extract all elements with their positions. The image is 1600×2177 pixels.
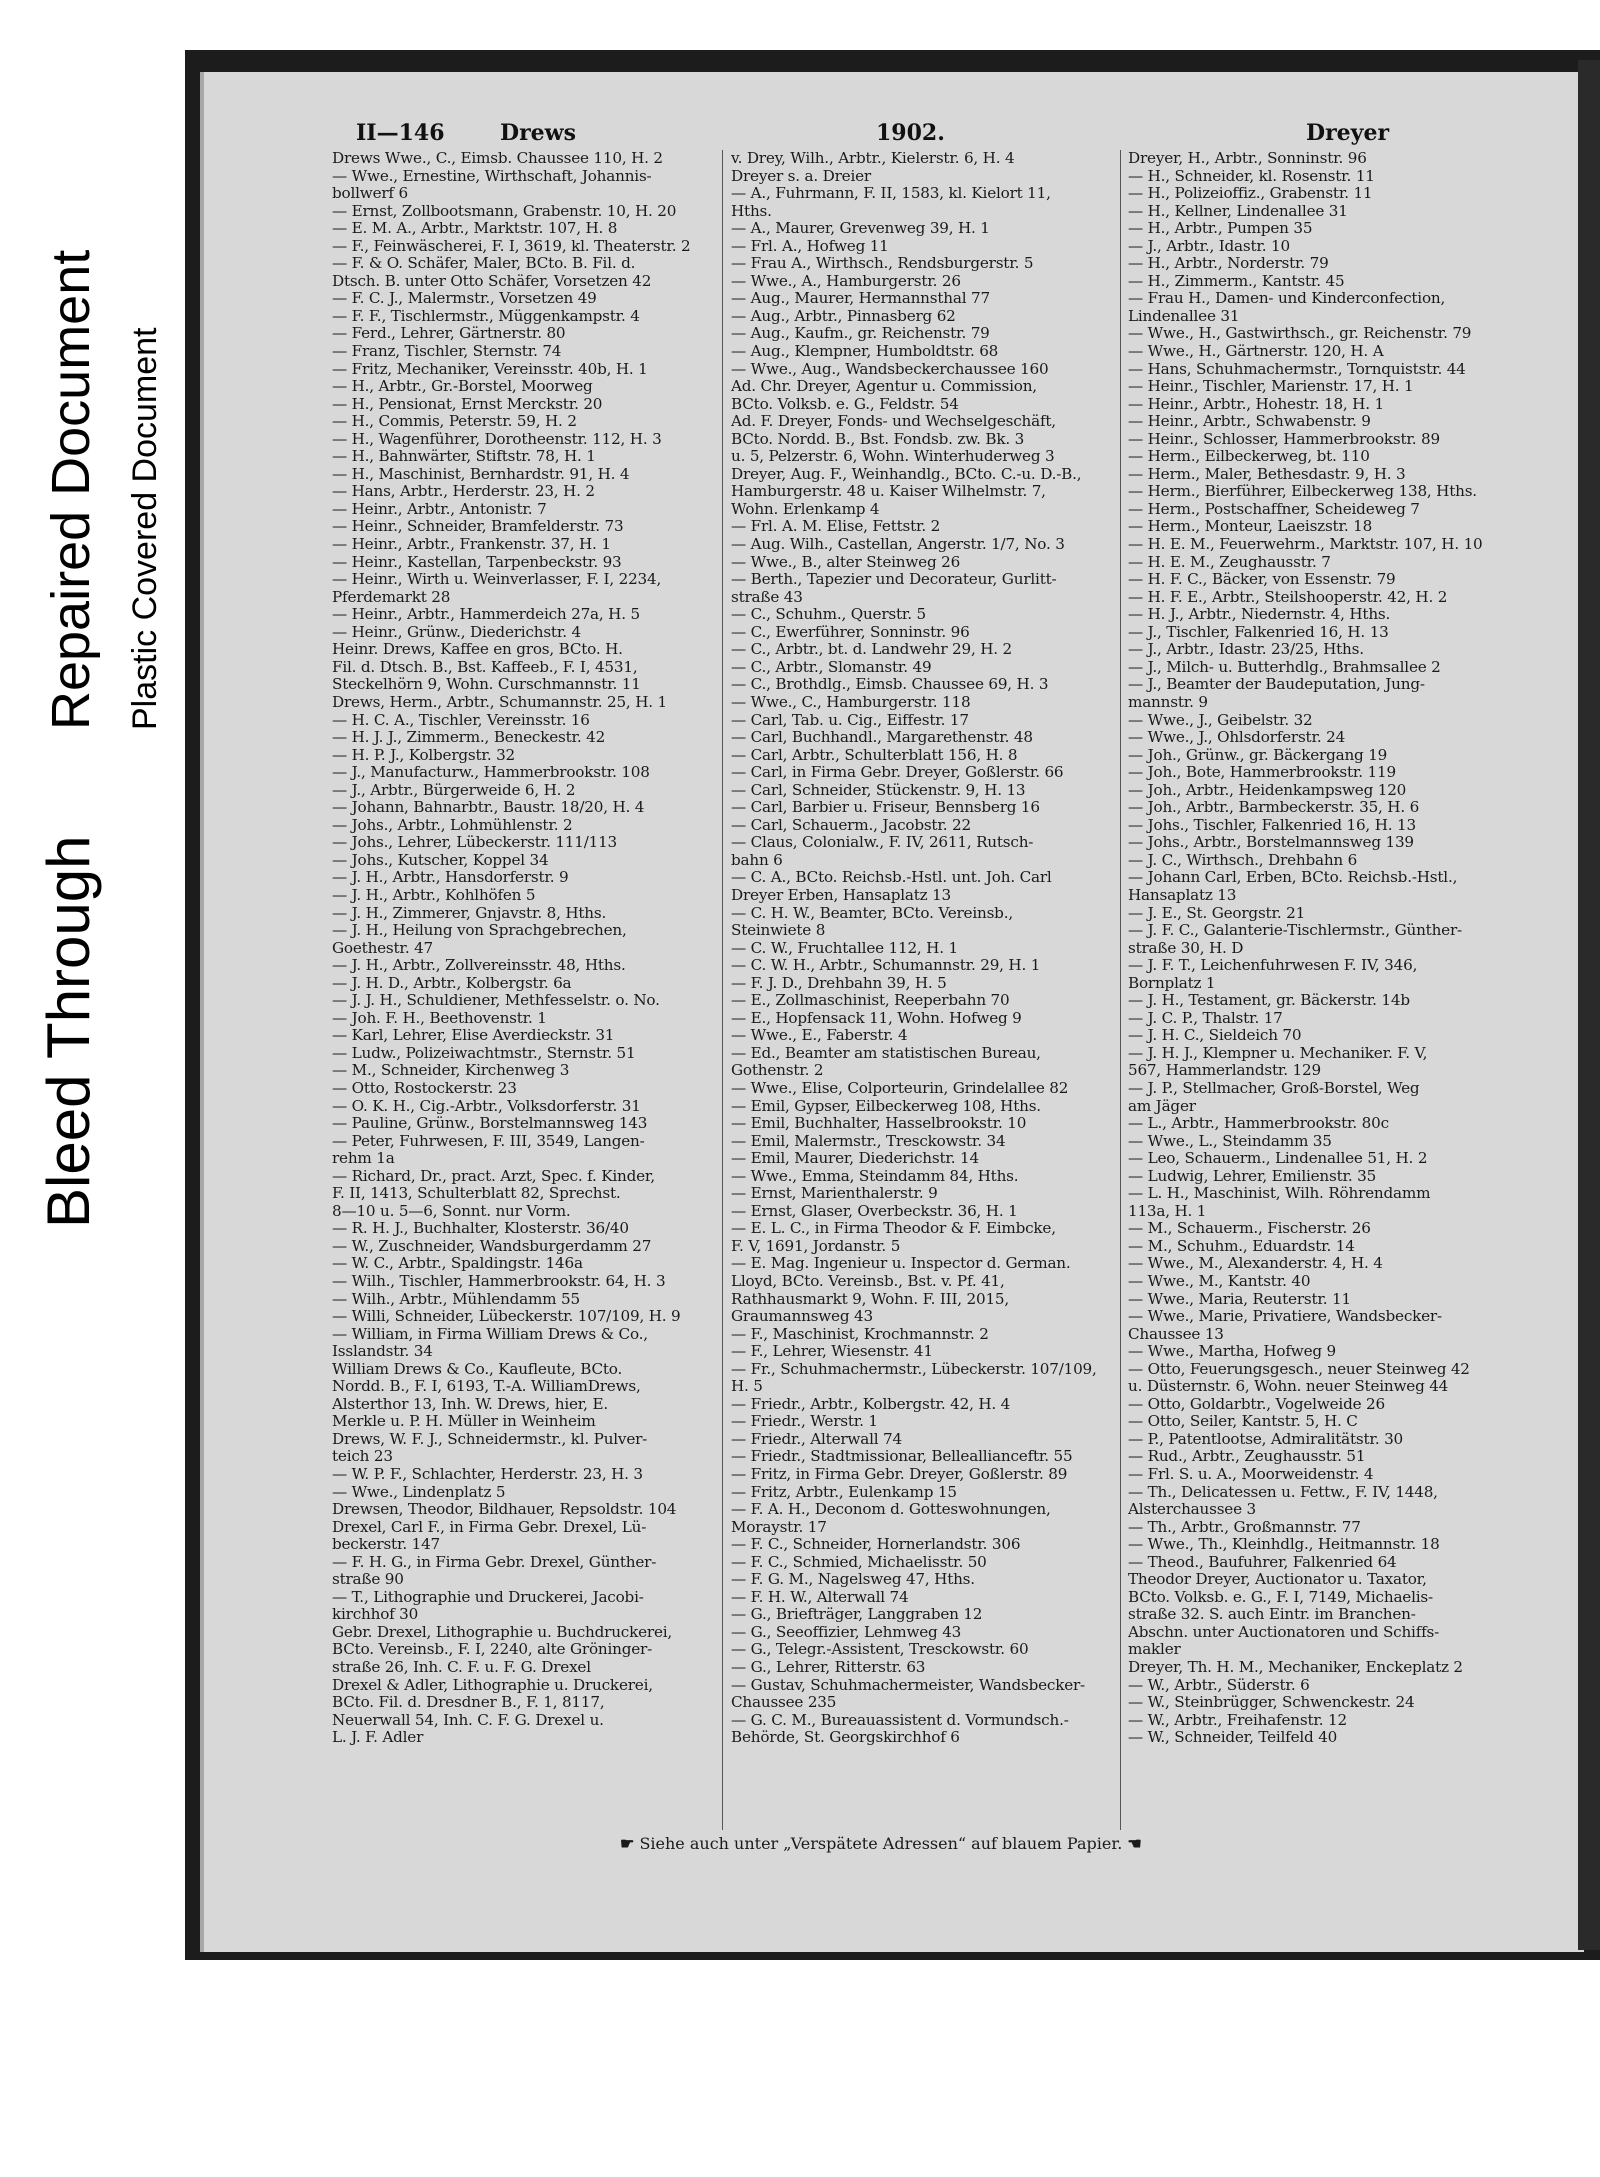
- directory-entry-line: straße 32. S. auch Eintr. im Branchen-: [1128, 1606, 1416, 1624]
- directory-entry-line: — Johs., Arbtr., Borstelmannsweg 139: [1128, 834, 1414, 852]
- directory-entry-line: — W., Arbtr., Freihafenstr. 12: [1128, 1711, 1347, 1729]
- header-year: 1902.: [876, 120, 945, 146]
- directory-entry-line: — Otto, Seiler, Kantstr. 5, H. C: [1128, 1413, 1358, 1431]
- directory-entry-line: — Carl, Tab. u. Cig., Eiffestr. 17: [731, 711, 969, 729]
- directory-entry-line: — H., Pensionat, Ernst Merckstr. 20: [332, 395, 603, 413]
- directory-entry-line: — J. H., Heilung von Sprachgebrechen,: [332, 922, 627, 940]
- directory-entry-line: — J. H., Arbtr., Zollvereinsstr. 48, Hths.: [332, 957, 626, 975]
- directory-entry-line: 567, Hammerlandstr. 129: [1128, 1062, 1321, 1080]
- directory-entry-line: Dreyer, H., Arbtr., Sonninstr. 96: [1128, 150, 1367, 167]
- directory-entry-line: — M., Schauerm., Fischerstr. 26: [1128, 1220, 1371, 1238]
- directory-entry-line: — G., Telegr.-Assistent, Tresckowstr. 60: [731, 1641, 1029, 1659]
- directory-entry-line: — Otto, Feuerungsgesch., neuer Steinweg 42: [1128, 1360, 1470, 1378]
- directory-entry-line: F. V, 1691, Jordanstr. 5: [731, 1237, 901, 1255]
- directory-entry-line: — A., Fuhrmann, F. II, 1583, kl. Kielort 11,: [731, 185, 1051, 203]
- directory-entry-line: — E., Zollmaschinist, Reeperbahn 70: [731, 992, 1010, 1010]
- directory-entry-line: straße 30, H. D: [1128, 939, 1244, 957]
- directory-entry-line: Dreyer s. a. Dreier: [731, 167, 871, 185]
- directory-entry-line: — William, in Firma William Drews & Co.,: [332, 1325, 648, 1343]
- directory-entry-line: — J., Manufacturw., Hammerbrookstr. 108: [332, 764, 650, 782]
- directory-entry-line: — Aug., Arbtr., Pinnasberg 62: [731, 307, 956, 325]
- directory-entry-line: — Carl, Barbier u. Friseur, Bennsberg 16: [731, 799, 1040, 817]
- directory-entry-line: — Heinr., Wirth u. Weinverlasser, F. I, 2234,: [332, 571, 662, 589]
- directory-entry-line: — J., Arbtr., Idastr. 23/25, Hths.: [1128, 641, 1364, 659]
- directory-entry-line: Merkle u. P. H. Müller in Weinheim: [332, 1413, 596, 1431]
- directory-entry-line: Theodor Dreyer, Auctionator u. Taxator,: [1128, 1571, 1427, 1589]
- directory-entry-line: — H. P. J., Kolbergstr. 32: [332, 746, 515, 764]
- directory-entry-line: Behörde, St. Georgskirchhof 6: [731, 1729, 960, 1747]
- directory-entry-line: — Heinr., Schlosser, Hammerbrookstr. 89: [1128, 430, 1440, 448]
- directory-entry-line: — Wwe., Marie, Privatiere, Wandsbecker-: [1128, 1308, 1442, 1326]
- directory-entry-line: — Otto, Goldarbtr., Vogelweide 26: [1128, 1395, 1385, 1413]
- directory-entry-line: — C., Ewerführer, Sonninstr. 96: [731, 623, 970, 641]
- directory-entry-line: Neuerwall 54, Inh. C. F. G. Drexel u.: [332, 1711, 604, 1729]
- directory-entry-line: — Karl, Lehrer, Elise Averdieckstr. 31: [332, 1027, 615, 1045]
- directory-entry-line: — Aug., Klempner, Humboldtstr. 68: [731, 343, 999, 361]
- directory-entry-line: Drexel, Carl F., in Firma Gebr. Drexel, Lü-: [332, 1518, 647, 1536]
- directory-entry-line: — E. Mag. Ingenieur u. Inspector d. German.: [731, 1255, 1071, 1273]
- directory-entry-line: — H., Schneider, kl. Rosenstr. 11: [1128, 167, 1375, 185]
- directory-entry-line: — Wilh., Tischler, Hammerbrookstr. 64, H. 3: [332, 1273, 666, 1290]
- directory-entry-line: — W., Arbtr., Süderstr. 6: [1128, 1676, 1310, 1694]
- directory-entry-line: — Herm., Maler, Bethesdastr. 9, H. 3: [1128, 465, 1406, 483]
- directory-entry-line: Goethestr. 47: [332, 939, 434, 957]
- directory-entry-line: — Herm., Postschaffner, Scheideweg 7: [1128, 500, 1420, 518]
- directory-entry-line: — Willi, Schneider, Lübeckerstr. 107/109, H. 9: [332, 1308, 681, 1326]
- directory-entry-line: Wohn. Erlenkamp 4: [731, 500, 880, 518]
- directory-entry-line: Ad. Chr. Dreyer, Agentur u. Commission,: [731, 378, 1037, 396]
- directory-entry-line: Isslandstr. 34: [332, 1343, 433, 1361]
- directory-entry-line: BCto. Volksb. e. G., Feldstr. 54: [731, 395, 959, 413]
- directory-entry-line: — E. L. C., in Firma Theodor & F. Eimbcke,: [731, 1220, 1056, 1238]
- directory-entry-line: am Jäger: [1128, 1097, 1196, 1115]
- directory-entry-line: — Joh., Bote, Hammerbrookstr. 119: [1128, 764, 1396, 782]
- directory-entry-line: — J. H., Arbtr., Hansdorferstr. 9: [332, 869, 569, 887]
- directory-entry-line: — F. G. M., Nagelsweg 47, Hths.: [731, 1571, 975, 1589]
- directory-entry-line: — M., Schuhm., Eduardstr. 14: [1128, 1237, 1355, 1255]
- directory-entry-line: straße 26, Inh. C. F. u. F. G. Drexel: [332, 1659, 591, 1677]
- directory-entry-line: Dtsch. B. unter Otto Schäfer, Vorsetzen 42: [332, 272, 652, 290]
- directory-entry-line: — Heinr., Schneider, Bramfelderstr. 73: [332, 518, 624, 536]
- directory-entry-line: — F. H. G., in Firma Gebr. Drexel, Günther-: [332, 1553, 657, 1571]
- directory-entry-line: — Hans, Arbtr., Herderstr. 23, H. 2: [332, 483, 595, 501]
- directory-entry-line: — Johann, Bahnarbtr., Baustr. 18/20, H. 4: [332, 799, 645, 817]
- directory-entry-line: Chaussee 235: [731, 1694, 837, 1712]
- directory-entry-line: — Heinr., Kastellan, Tarpenbeckstr. 93: [332, 553, 622, 571]
- directory-entry-line: — H., Commis, Peterstr. 59, H. 2: [332, 413, 577, 431]
- directory-entry-line: — J. H., Zimmerer, Gnjavstr. 8, Hths.: [332, 904, 607, 922]
- directory-entry-line: — Hans, Schuhmachermstr., Tornquiststr. 44: [1128, 360, 1466, 378]
- directory-entry-line: — C. H. W., Beamter, BCto. Vereinsb.,: [731, 904, 1013, 922]
- directory-column-2: [731, 150, 1109, 1747]
- directory-entry-line: — C., Schuhm., Querstr. 5: [731, 606, 927, 624]
- directory-entry-line: — Ernst, Glaser, Overbeckstr. 36, H. 1: [731, 1202, 1018, 1220]
- directory-entry-line: — F., Lehrer, Wiesenstr. 41: [731, 1343, 933, 1361]
- directory-entry-line: H. 5: [731, 1378, 763, 1396]
- directory-entry-line: Lindenallee 31: [1128, 307, 1240, 325]
- directory-entry-line: — Johs., Arbtr., Lohmühlenstr. 2: [332, 816, 573, 834]
- directory-column-1: [332, 150, 710, 1747]
- directory-entry-line: William Drews & Co., Kaufleute, BCto.: [332, 1360, 623, 1378]
- directory-entry-line: — Friedr., Alterwall 74: [731, 1430, 902, 1448]
- directory-entry-line: — O. K. H., Cig.-Arbtr., Volksdorferstr. 31: [332, 1097, 641, 1115]
- directory-entry-line: — F. H. W., Alterwall 74: [731, 1588, 909, 1606]
- directory-entry-line: — Leo, Schauerm., Lindenallee 51, H. 2: [1128, 1150, 1428, 1168]
- directory-entry-line: — Joh. F. H., Beethovenstr. 1: [332, 1009, 547, 1027]
- directory-entry-line: — Emil, Gypser, Eilbeckerweg 108, Hths.: [731, 1097, 1041, 1115]
- directory-entry-line: — F. A. H., Deconom d. Gotteswohnungen,: [731, 1501, 1051, 1519]
- directory-entry-line: u. 5, Pelzerstr. 6, Wohn. Winterhuderweg 3: [731, 448, 1055, 466]
- directory-entry-line: — Johann Carl, Erben, BCto. Reichsb.-Hstl.,: [1128, 869, 1458, 887]
- directory-entry-line: — H., Zimmerm., Kantstr. 45: [1128, 272, 1345, 290]
- directory-entry-line: — W., Zuschneider, Wandsburgerdamm 27: [332, 1237, 652, 1255]
- directory-entry-line: — Wwe., M., Kantstr. 40: [1128, 1273, 1311, 1290]
- directory-entry-line: — F. C. J., Malermstr., Vorsetzen 49: [332, 290, 597, 308]
- directory-entry-line: — Frau H., Damen- und Kinderconfection,: [1128, 290, 1446, 308]
- directory-entry-line: — Frau A., Wirthsch., Rendsburgerstr. 5: [731, 255, 1034, 273]
- directory-entry-line: — Wwe., H., Gastwirthsch., gr. Reichenstr. 79: [1128, 325, 1472, 343]
- directory-entry-line: — J. C. P., Thalstr. 17: [1128, 1009, 1283, 1027]
- directory-entry-line: — F. C., Schmied, Michaelisstr. 50: [731, 1553, 987, 1571]
- directory-entry-line: — H., Maschinist, Bernhardstr. 91, H. 4: [332, 465, 630, 483]
- directory-entry-line: — Aug., Kaufm., gr. Reichenstr. 79: [731, 325, 990, 343]
- directory-entry-line: bahn 6: [731, 851, 783, 869]
- directory-entry-line: — Johs., Kutscher, Koppel 34: [332, 851, 549, 869]
- directory-entry-line: Alsterthor 13, Inh. W. Drews, hier, E.: [332, 1395, 608, 1413]
- side-labels: [0, 0, 185, 1300]
- directory-entry-line: — Heinr., Arbtr., Hammerdeich 27a, H. 5: [332, 606, 640, 624]
- directory-entry-line: — Heinr., Arbtr., Hohestr. 18, H. 1: [1128, 395, 1384, 413]
- directory-entry-line: — F. & O. Schäfer, Maler, BCto. B. Fil. d.: [332, 255, 636, 273]
- directory-entry-line: — F. C., Schneider, Hornerlandstr. 306: [731, 1536, 1021, 1554]
- directory-entry-line: beckerstr. 147: [332, 1536, 440, 1554]
- directory-entry-line: — Ferd., Lehrer, Gärtnerstr. 80: [332, 325, 566, 343]
- directory-entry-line: — Wwe., Martha, Hofweg 9: [1128, 1343, 1336, 1361]
- directory-entry-line: — Friedr., Stadtmissionar, Belleallianceftr. 55: [731, 1448, 1073, 1466]
- directory-entry-line: — Emil, Malermstr., Tresckowstr. 34: [731, 1132, 1006, 1150]
- directory-entry-line: — J. C., Wirthsch., Drehbahn 6: [1128, 851, 1358, 869]
- directory-entry-line: — Carl, Buchhandl., Margarethenstr. 48: [731, 729, 1033, 747]
- directory-entry-line: — J. F. C., Galanterie-Tischlermstr., Günther-: [1128, 922, 1462, 940]
- directory-entry-line: Gebr. Drexel, Lithographie u. Buchdruckerei,: [332, 1623, 673, 1641]
- directory-entry-line: — J., Beamter der Baudeputation, Jung-: [1128, 676, 1425, 694]
- directory-entry-line: — Ernst, Marienthalerstr. 9: [731, 1185, 938, 1203]
- directory-entry-line: — F., Feinwäscherei, F. I, 3619, kl. Theaterstr. 2: [332, 237, 691, 255]
- label-plastic-covered-document: Plastic Covered Document: [126, 327, 164, 730]
- directory-entry-line: — Wwe., Emma, Steindamm 84, Hths.: [731, 1167, 1019, 1185]
- directory-entry-line: — Aug. Wilh., Castellan, Angerstr. 1/7, No. 3: [731, 536, 1065, 554]
- directory-entry-line: Ad. F. Dreyer, Fonds- und Wechselgeschäft,: [731, 413, 1056, 431]
- directory-entry-line: 8—10 u. 5—6, Sonnt. nur Vorm.: [332, 1202, 571, 1220]
- directory-entry-line: — G., Lehrer, Ritterstr. 63: [731, 1659, 926, 1677]
- directory-entry-line: — C., Brothdlg., Eimsb. Chaussee 69, H. 3: [731, 676, 1049, 694]
- directory-entry-line: — Frl. A., Hofweg 11: [731, 237, 889, 255]
- directory-entry-line: — Heinr., Arbtr., Schwabenstr. 9: [1128, 413, 1371, 431]
- directory-entry-line: Steckelhörn 9, Wohn. Curschmannstr. 11: [332, 676, 641, 694]
- directory-entry-line: — Carl, Schauerm., Jacobstr. 22: [731, 816, 971, 834]
- label-bleed-through: Bleed Through: [35, 835, 102, 1228]
- directory-entry-line: straße 43: [731, 588, 803, 606]
- directory-entry-line: Nordd. B., F. I, 6193, T.-A. WilliamDrews,: [332, 1378, 641, 1396]
- directory-entry-line: — Joh., Arbtr., Barmbeckerstr. 35, H. 6: [1128, 799, 1420, 817]
- directory-entry-line: — M., Schneider, Kirchenweg 3: [332, 1062, 570, 1080]
- directory-entry-line: — L. H., Maschinist, Wilh. Röhrendamm: [1128, 1185, 1431, 1203]
- directory-entry-line: — Friedr., Arbtr., Kolbergstr. 42, H. 4: [731, 1395, 1011, 1413]
- directory-entry-line: F. II, 1413, Schulterblatt 82, Sprechst.: [332, 1185, 621, 1203]
- directory-entry-line: — C. W., Fruchtallee 112, H. 1: [731, 939, 958, 957]
- directory-entry-line: — R. H. J., Buchhalter, Klosterstr. 36/40: [332, 1220, 629, 1238]
- directory-entry-line: Drewsen, Theodor, Bildhauer, Repsoldstr. 104: [332, 1501, 677, 1519]
- directory-entry-line: Alsterchaussee 3: [1128, 1501, 1256, 1519]
- directory-entry-line: — H. F. C., Bäcker, von Essenstr. 79: [1128, 571, 1396, 589]
- directory-entry-line: — Ludw., Polizeiwachtmstr., Sternstr. 51: [332, 1044, 636, 1062]
- directory-entry-line: Heinr. Drews, Kaffee en gros, BCto. H.: [332, 641, 623, 659]
- directory-entry-line: BCto. Nordd. B., Bst. Fondsb. zw. Bk. 3: [731, 430, 1025, 448]
- directory-entry-line: u. Düsternstr. 6, Wohn. neuer Steinweg 44: [1128, 1378, 1449, 1396]
- directory-entry-line: — H., Polizeioffiz., Grabenstr. 11: [1128, 185, 1373, 203]
- directory-entry-line: — Heinr., Grünw., Diederichstr. 4: [332, 623, 581, 641]
- label-repaired-document: Repaired Document: [41, 249, 101, 730]
- directory-entry-line: Moraystr. 17: [731, 1518, 827, 1536]
- directory-entry-line: — Ed., Beamter am statistischen Bureau,: [731, 1044, 1041, 1062]
- directory-entry-line: — P., Patentlootse, Admiralitätstr. 30: [1128, 1430, 1403, 1448]
- directory-entry-line: — Wwe., Maria, Reuterstr. 11: [1128, 1290, 1351, 1308]
- directory-entry-line: — Wwe., M., Alexanderstr. 4, H. 4: [1128, 1255, 1383, 1273]
- directory-entry-line: — J. H. D., Arbtr., Kolbergstr. 6a: [332, 974, 572, 992]
- directory-entry-line: BCto. Vereinsb., F. I, 2240, alte Gröninger-: [332, 1641, 653, 1659]
- directory-entry-line: — Fritz, in Firma Gebr. Dreyer, Goßlerstr. 89: [731, 1466, 1068, 1484]
- directory-entry-line: — J. P., Stellmacher, Groß-Borstel, Weg: [1128, 1079, 1420, 1097]
- page-number: II—146: [356, 120, 445, 146]
- directory-entry-line: — H. J. J., Zimmerm., Beneckestr. 42: [332, 729, 606, 747]
- directory-entry-line: makler: [1128, 1641, 1181, 1659]
- directory-entry-line: — L., Arbtr., Hammerbrookstr. 80c: [1128, 1115, 1389, 1133]
- directory-entry-line: 113a, H. 1: [1128, 1202, 1207, 1220]
- directory-entry-line: Gothenstr. 2: [731, 1062, 824, 1080]
- directory-entry-line: — Wwe., Ernestine, Wirthschaft, Johannis-: [332, 167, 652, 185]
- directory-entry-line: Drews Wwe., C., Eimsb. Chaussee 110, H. 2: [332, 150, 663, 167]
- directory-entry-line: L. J. F. Adler: [332, 1729, 424, 1747]
- directory-entry-line: — Fritz, Mechaniker, Vereinsstr. 40b, H. 1: [332, 360, 648, 378]
- directory-entry-line: — J. H., Arbtr., Kohlhöfen 5: [332, 886, 536, 904]
- directory-entry-line: Drexel & Adler, Lithographie u. Druckerei,: [332, 1676, 653, 1694]
- directory-entry-line: — Carl, Schneider, Stückenstr. 9, H. 13: [731, 781, 1026, 799]
- directory-entry-line: — Th., Arbtr., Großmannstr. 77: [1128, 1518, 1361, 1536]
- directory-entry-line: — E., Hopfensack 11, Wohn. Hofweg 9: [731, 1009, 1022, 1027]
- header-right-keyword: Dreyer: [1306, 120, 1390, 146]
- directory-entry-line: — Carl, in Firma Gebr. Dreyer, Goßlerstr. 66: [731, 764, 1064, 782]
- directory-entry-line: — Heinr., Arbtr., Frankenstr. 37, H. 1: [332, 536, 611, 554]
- directory-entry-line: — F. F., Tischlermstr., Müggenkampstr. 4: [332, 307, 640, 325]
- directory-entry-line: — Heinr., Tischler, Marienstr. 17, H. 1: [1128, 378, 1414, 396]
- directory-entry-line: — Wwe., H., Gärtnerstr. 120, H. A: [1128, 343, 1384, 361]
- directory-entry-line: — Emil, Buchhalter, Hasselbrookstr. 10: [731, 1115, 1027, 1133]
- directory-entry-line: — C. A., BCto. Reichsb.-Hstl. unt. Joh. Carl: [731, 869, 1052, 887]
- column-divider: [722, 150, 723, 1830]
- directory-entry-line: — H. E. M., Feuerwehrm., Marktstr. 107, H. 10: [1128, 536, 1483, 554]
- directory-entry-line: straße 90: [332, 1571, 404, 1589]
- directory-entry-line: — Wwe., B., alter Steinweg 26: [731, 553, 961, 571]
- directory-entry-line: Pferdemarkt 28: [332, 588, 451, 606]
- directory-entry-line: — Heinr., Arbtr., Antonistr. 7: [332, 500, 547, 518]
- directory-entry-line: — Wwe., Th., Kleinhdlg., Heitmannstr. 18: [1128, 1536, 1440, 1554]
- directory-entry-line: — Wwe., Lindenplatz 5: [332, 1483, 506, 1501]
- directory-entry-line: Drews, W. F. J., Schneidermstr., kl. Pulver-: [332, 1430, 648, 1448]
- directory-entry-line: — Ludwig, Lehrer, Emilienstr. 35: [1128, 1167, 1377, 1185]
- directory-entry-line: — A., Maurer, Grevenweg 39, H. 1: [731, 220, 990, 238]
- directory-entry-line: mannstr. 9: [1128, 693, 1208, 711]
- directory-entry-line: — H., Arbtr., Gr.-Borstel, Moorweg: [332, 378, 593, 396]
- page-header: [356, 120, 1506, 150]
- directory-entry-line: — H., Wagenführer, Dorotheenstr. 112, H. 3: [332, 430, 662, 448]
- directory-entry-line: — H., Bahnwärter, Stiftstr. 78, H. 1: [332, 448, 596, 466]
- directory-entry-line: — J., Arbtr., Bürgerweide 6, H. 2: [332, 781, 576, 799]
- header-left-keyword: Drews: [500, 120, 576, 146]
- directory-entry-line: — Fritz, Arbtr., Eulenkamp 15: [731, 1483, 957, 1501]
- column-divider: [1120, 150, 1121, 1830]
- footer-text: Siehe auch unter „Verspätete Adressen“ auf blauem Papier.: [639, 1834, 1123, 1853]
- directory-entry-line: — Johs., Lehrer, Lübeckerstr. 111/113: [332, 834, 618, 852]
- directory-entry-line: — J. F. T., Leichenfuhrwesen F. IV, 346,: [1128, 957, 1418, 975]
- directory-entry-line: — Berth., Tapezier und Decorateur, Gurlitt-: [731, 571, 1057, 589]
- pointing-hand-left-icon: ☚: [1127, 1834, 1142, 1853]
- footer-note: [620, 1834, 1320, 1853]
- directory-entry-line: teich 23: [332, 1448, 393, 1466]
- directory-entry-line: — F. J. D., Drehbahn 39, H. 5: [731, 974, 947, 992]
- directory-entry-line: — J., Milch- u. Butterhdlg., Brahmsallee 2: [1128, 658, 1441, 676]
- directory-entry-line: — Aug., Maurer, Hermannsthal 77: [731, 290, 990, 308]
- directory-entry-line: — G., Seeoffizier, Lehmweg 43: [731, 1623, 962, 1641]
- directory-entry-line: — Herm., Bierführer, Eilbeckerweg 138, Hths.: [1128, 483, 1477, 501]
- directory-entry-line: Rathhausmarkt 9, Wohn. F. III, 2015,: [731, 1290, 1010, 1308]
- directory-entry-line: — Th., Delicatessen u. Fettw., F. IV, 1448,: [1128, 1483, 1438, 1501]
- directory-entry-line: — Pauline, Grünw., Borstelmannsweg 143: [332, 1115, 648, 1133]
- directory-entry-line: — Fr., Schuhmachermstr., Lübeckerstr. 107/109,: [731, 1360, 1097, 1378]
- directory-entry-line: — Herm., Monteur, Laeiszstr. 18: [1128, 518, 1373, 536]
- directory-entry-line: — H., Arbtr., Norderstr. 79: [1128, 255, 1329, 273]
- directory-entry-line: — Rud., Arbtr., Zeughausstr. 51: [1128, 1448, 1366, 1466]
- directory-entry-line: Abschn. unter Auctionatoren und Schiffs-: [1128, 1623, 1440, 1641]
- directory-entry-line: — J. H. C., Sieldeich 70: [1128, 1027, 1302, 1045]
- directory-entry-line: — Johs., Tischler, Falkenried 16, H. 13: [1128, 816, 1416, 834]
- directory-entry-line: — Wilh., Arbtr., Mühlendamm 55: [332, 1290, 580, 1308]
- directory-entry-line: — Ernst, Zollbootsmann, Grabenstr. 10, H. 20: [332, 202, 677, 220]
- pointing-hand-right-icon: ☛: [620, 1834, 635, 1853]
- directory-entry-line: — W. P. F., Schlachter, Herderstr. 23, H. 3: [332, 1466, 643, 1484]
- directory-entry-line: — E. M. A., Arbtr., Marktstr. 107, H. 8: [332, 220, 618, 238]
- directory-entry-line: bollwerf 6: [332, 185, 408, 203]
- directory-entry-line: Graumannsweg 43: [731, 1308, 873, 1326]
- directory-entry-line: — J. E., St. Georgstr. 21: [1128, 904, 1306, 922]
- directory-entry-line: — Carl, Arbtr., Schulterblatt 156, H. 8: [731, 746, 1018, 764]
- directory-entry-line: — W. C., Arbtr., Spaldingstr. 146a: [332, 1255, 583, 1273]
- directory-entry-line: Hths.: [731, 202, 772, 220]
- directory-entry-line: BCto. Volksb. e. G., F. I, 7149, Michaelis-: [1128, 1588, 1433, 1606]
- directory-entry-line: — Wwe., Elise, Colporteurin, Grindelallee 82: [731, 1079, 1069, 1097]
- directory-entry-line: — T., Lithographie und Druckerei, Jacobi-: [332, 1588, 644, 1606]
- directory-entry-line: — J., Arbtr., Idastr. 10: [1128, 237, 1290, 255]
- directory-entry-line: Hansaplatz 13: [1128, 886, 1237, 904]
- directory-entry-line: — Wwe., J., Geibelstr. 32: [1128, 711, 1313, 729]
- directory-entry-line: Dreyer, Aug. F., Weinhandlg., BCto. C.-u. D.-B.,: [731, 465, 1082, 483]
- directory-entry-line: — F., Maschinist, Krochmannstr. 2: [731, 1325, 989, 1343]
- directory-entry-line: — H., Arbtr., Pumpen 35: [1128, 220, 1313, 238]
- page-edge: [1578, 60, 1600, 1950]
- directory-entry-line: — W., Schneider, Teilfeld 40: [1128, 1729, 1338, 1747]
- directory-entry-line: — Joh., Arbtr., Heidenkampsweg 120: [1128, 781, 1407, 799]
- directory-entry-line: — H. F. E., Arbtr., Steilshooperstr. 42, H. 2: [1128, 588, 1448, 606]
- directory-entry-line: — Wwe., E., Faberstr. 4: [731, 1027, 908, 1045]
- directory-entry-line: — Joh., Grünw., gr. Bäckergang 19: [1128, 746, 1388, 764]
- directory-entry-line: — Frl. A. M. Elise, Fettstr. 2: [731, 518, 941, 536]
- directory-entry-line: — C., Arbtr., Slomanstr. 49: [731, 658, 932, 676]
- directory-entry-line: — G., Briefträger, Langgraben 12: [731, 1606, 983, 1624]
- directory-entry-line: — W., Steinbrügger, Schwenckestr. 24: [1128, 1694, 1415, 1712]
- directory-entry-line: — Peter, Fuhrwesen, F. III, 3549, Langen-: [332, 1132, 645, 1150]
- directory-entry-line: BCto. Fil. d. Dresdner B., F. 1, 8117,: [332, 1694, 605, 1712]
- directory-entry-line: Lloyd, BCto. Vereinsb., Bst. v. Pf. 41,: [731, 1273, 1005, 1290]
- directory-entry-line: — Otto, Rostockerstr. 23: [332, 1079, 517, 1097]
- directory-entry-line: — Wwe., Aug., Wandsbeckerchaussee 160: [731, 360, 1049, 378]
- directory-entry-line: Drews, Herm., Arbtr., Schumannstr. 25, H. 1: [332, 693, 667, 711]
- directory-entry-line: Dreyer Erben, Hansaplatz 13: [731, 886, 951, 904]
- directory-column-3: [1128, 150, 1508, 1747]
- directory-entry-line: — Claus, Colonialw., F. IV, 2611, Rutsch-: [731, 834, 1034, 852]
- directory-entry-line: — J. H. J., Klempner u. Mechaniker. F. V,: [1128, 1044, 1428, 1062]
- directory-entry-line: — Gustav, Schuhmachermeister, Wandsbecker-: [731, 1676, 1085, 1694]
- directory-entry-line: — C. W. H., Arbtr., Schumannstr. 29, H. 1: [731, 957, 1041, 975]
- directory-entry-line: — Emil, Maurer, Diederichstr. 14: [731, 1150, 979, 1168]
- directory-entry-line: Fil. d. Dtsch. B., Bst. Kaffeeb., F. I, 4531,: [332, 658, 638, 676]
- directory-entry-line: Dreyer, Th. H. M., Mechaniker, Enckeplatz 2: [1128, 1659, 1463, 1677]
- directory-entry-line: — J. H., Testament, gr. Bäckerstr. 14b: [1128, 992, 1410, 1010]
- directory-entry-line: — Franz, Tischler, Sternstr. 74: [332, 343, 562, 361]
- directory-entry-line: rehm 1a: [332, 1150, 395, 1168]
- directory-entry-line: — Richard, Dr., pract. Arzt, Spec. f. Kinder,: [332, 1167, 655, 1185]
- directory-entry-line: — C., Arbtr., bt. d. Landwehr 29, H. 2: [731, 641, 1013, 659]
- directory-entry-line: Bornplatz 1: [1128, 974, 1216, 992]
- directory-entry-line: — G. C. M., Bureauassistent d. Vormundsch.-: [731, 1711, 1069, 1729]
- directory-entry-line: — H. E. M., Zeughausstr. 7: [1128, 553, 1331, 571]
- directory-entry-line: — J. J. H., Schuldiener, Methfesselstr. o. No.: [332, 992, 660, 1010]
- directory-entry-line: — Wwe., C., Hamburgerstr. 118: [731, 693, 971, 711]
- directory-entry-line: — Wwe., A., Hamburgerstr. 26: [731, 272, 961, 290]
- directory-entry-line: — Frl. S. u. A., Moorweidenstr. 4: [1128, 1466, 1374, 1484]
- directory-entry-line: kirchhof 30: [332, 1606, 419, 1624]
- directory-entry-line: — Herm., Eilbeckerweg, bt. 110: [1128, 448, 1370, 466]
- directory-entry-line: — Friedr., Werstr. 1: [731, 1413, 878, 1431]
- directory-entry-line: — H., Kellner, Lindenallee 31: [1128, 202, 1348, 220]
- directory-entry-line: — Wwe., J., Ohlsdorferstr. 24: [1128, 729, 1346, 747]
- directory-entry-line: Hamburgerstr. 48 u. Kaiser Wilhelmstr. 7,: [731, 483, 1046, 501]
- directory-entry-line: — H. J., Arbtr., Niedernstr. 4, Hths.: [1128, 606, 1391, 624]
- directory-entry-line: — Theod., Baufuhrer, Falkenried 64: [1128, 1553, 1397, 1571]
- directory-entry-line: — Wwe., L., Steindamm 35: [1128, 1132, 1332, 1150]
- directory-entry-line: Steinwiete 8: [731, 922, 826, 940]
- directory-entry-line: Chaussee 13: [1128, 1325, 1224, 1343]
- directory-entry-line: — J., Tischler, Falkenried 16, H. 13: [1128, 623, 1389, 641]
- directory-entry-line: v. Drey, Wilh., Arbtr., Kielerstr. 6, H. 4: [731, 150, 1015, 167]
- directory-entry-line: — H. C. A., Tischler, Vereinsstr. 16: [332, 711, 590, 729]
